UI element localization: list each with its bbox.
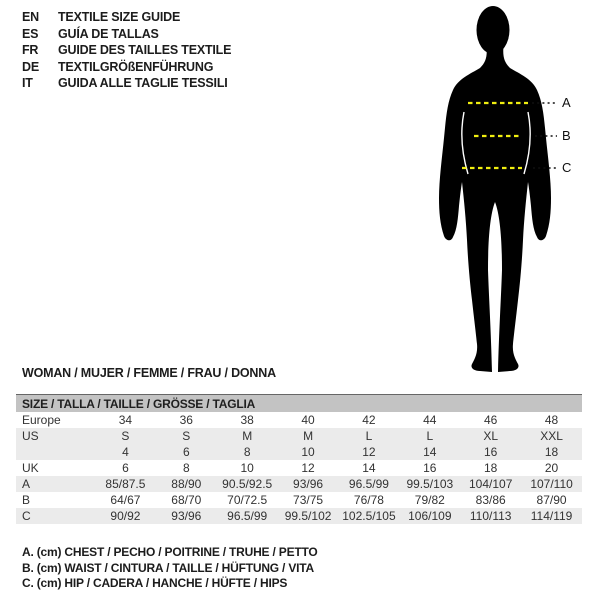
language-code: IT — [22, 76, 33, 91]
language-row — [22, 26, 231, 43]
size-cell: 70/72.5 — [227, 493, 268, 507]
size-cell: 42 — [362, 413, 376, 427]
size-cell: 83/86 — [475, 493, 506, 507]
size-cell: S — [121, 429, 130, 443]
size-cell: 8 — [182, 461, 190, 475]
size-cell: 114/119 — [530, 509, 573, 523]
size-cell: 79/82 — [414, 493, 445, 507]
size-cell: 16 — [423, 461, 437, 475]
row-label: B — [22, 493, 31, 507]
size-cell: 38 — [240, 413, 254, 427]
size-cell: 46 — [484, 413, 498, 427]
row-label: US — [22, 429, 39, 443]
table-row — [16, 460, 582, 476]
language-code: EN — [22, 10, 39, 25]
language-title-block — [22, 9, 231, 92]
size-cell: 110/113 — [469, 509, 512, 523]
language-row — [22, 9, 231, 26]
size-cell: 76/78 — [353, 493, 384, 507]
size-cell: 36 — [179, 413, 193, 427]
size-cell: 90.5/92.5 — [222, 477, 273, 491]
language-title: TEXTILE SIZE GUIDE — [58, 10, 181, 25]
size-cell: 10 — [301, 445, 315, 459]
table-row — [16, 444, 582, 460]
size-cell: 102.5/105 — [342, 509, 396, 523]
table-row — [16, 412, 582, 428]
size-cell: 87/90 — [536, 493, 567, 507]
size-cell: 64/67 — [110, 493, 141, 507]
size-cell: 99.5/102 — [284, 509, 332, 523]
size-cell: 93/96 — [171, 509, 202, 523]
language-row — [22, 59, 231, 76]
table-row — [16, 428, 582, 444]
row-label: UK — [22, 461, 39, 475]
size-cell: M — [303, 429, 314, 443]
size-cell: 96.5/99 — [348, 477, 389, 491]
table-row — [16, 508, 582, 524]
language-title: GUÍA DE TALLAS — [58, 26, 159, 41]
size-cell: 20 — [544, 461, 559, 475]
size-cell: 18 — [484, 461, 498, 475]
row-label: C — [22, 509, 31, 523]
size-cell: 99.5/103 — [406, 477, 454, 491]
language-code: FR — [22, 43, 39, 58]
language-title: TEXTILGRÖßENFÜHRUNG — [58, 59, 214, 74]
size-table-header: SIZE / TALLA / TAILLE / GRÖSSE / TAGLIA — [16, 394, 582, 412]
size-cell: 12 — [362, 445, 376, 459]
size-cell: S — [182, 429, 191, 443]
size-cell: 34 — [118, 413, 133, 427]
size-cell: 18 — [544, 445, 559, 459]
size-cell: 14 — [423, 445, 437, 459]
size-cell: 90/92 — [110, 509, 141, 523]
silhouette-body — [439, 42, 551, 372]
size-cell: 106/109 — [408, 509, 452, 523]
chest-marker-label: A — [562, 95, 571, 110]
size-cell: 88/90 — [171, 477, 202, 491]
table-row — [16, 476, 582, 492]
size-cell: 40 — [301, 413, 315, 427]
size-cell: 48 — [544, 413, 559, 427]
table-row — [16, 492, 582, 508]
language-title: GUIDE DES TAILLES TEXTILE — [58, 43, 232, 58]
size-cell: 12 — [301, 461, 315, 475]
size-cell: 93/96 — [293, 477, 324, 491]
language-code: DE — [22, 59, 39, 74]
language-code: ES — [22, 26, 39, 41]
size-cell: XL — [483, 429, 499, 443]
size-cell: M — [242, 429, 253, 443]
size-cell: 10 — [240, 461, 254, 475]
size-cell: L — [365, 429, 373, 443]
size-cell: 96.5/99 — [227, 509, 268, 523]
language-title: GUIDA ALLE TAGLIE TESSILI — [58, 76, 228, 91]
measurement-legend — [22, 545, 318, 592]
language-row — [22, 75, 231, 92]
language-row — [22, 42, 231, 59]
legend-line: B. (cm) WAIST / CINTURA / TAILLE / HÜFTUNG / VITA — [22, 560, 314, 575]
size-cell: 107/110 — [530, 477, 573, 491]
size-cell: 8 — [243, 445, 251, 459]
size-cell: 14 — [362, 461, 376, 475]
size-cell: 6 — [182, 445, 190, 459]
size-table-body — [16, 412, 582, 524]
size-cell: 104/107 — [468, 477, 513, 491]
size-cell: 73/75 — [293, 493, 324, 507]
hip-marker-label: C — [562, 160, 572, 175]
size-cell: 16 — [484, 445, 498, 459]
size-cell: 85/87.5 — [105, 477, 146, 491]
size-cell: 68/70 — [171, 493, 202, 507]
legend-line: C. (cm) HIP / CADERA / HANCHE / HÜFTE / HIPS — [22, 576, 288, 590]
size-cell: 6 — [122, 461, 129, 475]
row-label: Europe — [22, 413, 61, 427]
size-cell: 4 — [122, 445, 129, 459]
size-table — [16, 394, 582, 524]
waist-marker-label: B — [562, 128, 571, 143]
row-label: A — [22, 477, 31, 491]
woman-silhouette-figure — [400, 0, 600, 390]
size-cell: 44 — [423, 413, 437, 427]
size-cell: XXL — [540, 429, 563, 443]
legend-line: A. (cm) CHEST / PECHO / POITRINE / TRUHE / PETTO — [22, 545, 318, 559]
woman-silhouette-svg — [400, 0, 600, 390]
table-title: WOMAN / MUJER / FEMME / FRAU / DONNA — [22, 366, 276, 380]
size-cell: L — [426, 429, 434, 443]
